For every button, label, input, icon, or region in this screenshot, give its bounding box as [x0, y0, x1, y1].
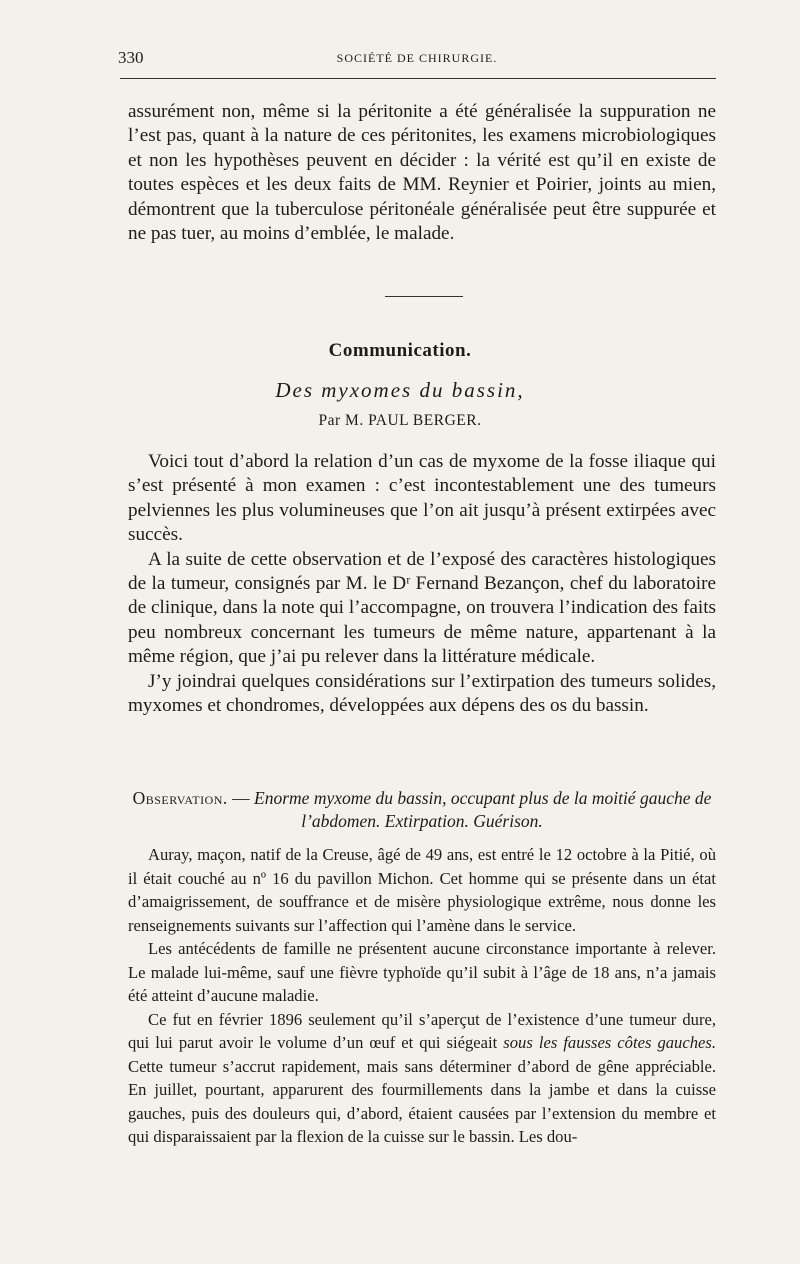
page-header — [118, 48, 716, 70]
body-block — [128, 450, 716, 718]
observation-paragraph-3 — [128, 1008, 716, 1149]
body-paragraph-1: Voici tout d’abord la relation d’un cas de myxome de la fosse iliaque qui s’est présenté à mon examen : c’est incontestablement une des tumeurs pelviennes les plus volumineuses que l’on ait jusqu’à présent extirpées avec succès. — [128, 451, 716, 546]
section-divider — [385, 296, 463, 297]
observation-paragraph-2: Les antécédents de famille ne présentent aucune circonstance importante à relever. Le malade lui-même, sauf une fièvre typhoïde qu’il subit à l’âge de 18 ans, n’a jamais été atteint d’aucune maladie. — [128, 939, 716, 1005]
body-paragraph-2: A la suite de cette observation et de l’exposé des caractères histologiques de la tumeur, consignés par M. le Dʳ Fernand Bezançon, chef du laboratoire de clinique, dans la note qui l’accompagne, on trouvera l’indication des faits peu nombreux concernant les tumeurs de même nature, appartenant à la même région, que j’ai pu relever dans la littérature médicale. — [128, 548, 716, 668]
observation-dash: — — [227, 788, 255, 808]
intro-block — [128, 100, 716, 246]
body-paragraph-3: J’y joindrai quelques considérations sur l’extirpation des tumeurs solides, myxomes et chondromes, développées aux dépens des os du bassin. — [128, 670, 716, 717]
page-number: 330 — [118, 48, 144, 67]
paragraph-text-before: Ce fut en février 1896 seulement qu’il s’aperçut de l’existence d’une tumeur dure, qui lui parut avoir le volume d’un œuf et qui siégeait — [128, 1009, 716, 1052]
article-title: Des myxomes du bassin, — [275, 378, 525, 402]
running-title: SOCIÉTÉ DE CHIRURGIE. — [336, 51, 498, 65]
intro-paragraph: assurément non, même si la péritonite a été généralisée la suppuration ne l’est pas, quant à la nature de ces péritonites, les examens microbiologiques et non les hypothèses peuvent en décider : la vérité est qu’il en existe de toutes espèces et les deux faits de MM. Reynier et Poirier, joints au mien, démontrent que la tuberculose péritonéale généralisée peut être suppurée et ne pas tuer, au moins d’emblée, le malade. — [128, 101, 716, 245]
observation-paragraph-1: Auray, maçon, natif de la Creuse, âgé de 49 ans, est entré le 12 octobre à la Pitié, où il était couché au nº 16 du pavillon Michon. Cet homme qui se présente dans un état d’amaigrissement, de souffrance et de misère physiologique extrême, nous donne les renseignements suivants sur l’affection qui l’amène dans le service. — [128, 845, 716, 935]
paragraph-italic-phrase: sous les fausses côtes gauches. — [503, 1033, 716, 1052]
observation-label: Observation. — [132, 788, 228, 808]
header-rule — [120, 78, 716, 79]
section-label: Communication. — [328, 340, 472, 361]
article-byline: Par M. PAUL BERGER. — [318, 412, 482, 429]
observation-block — [128, 843, 716, 1149]
observation-title: Enorme myxome du bassin, occupant plus de la moitié gauche de l’abdomen. Extirpation. Guérison. — [254, 788, 712, 831]
paragraph-text-after: Cette tumeur s’accrut rapidement, mais sans déterminer d’abord de gêne appréciable. En juillet, pourtant, apparurent des fourmillements dans la jambe et dans la cuisse gauches, puis des douleurs qui, d’abord, étaient causées par l’extension du membre et qui disparaissaient par la flexion de la cuisse sur le bassin. Les dou- — [128, 1056, 716, 1146]
observation-heading — [128, 787, 716, 833]
